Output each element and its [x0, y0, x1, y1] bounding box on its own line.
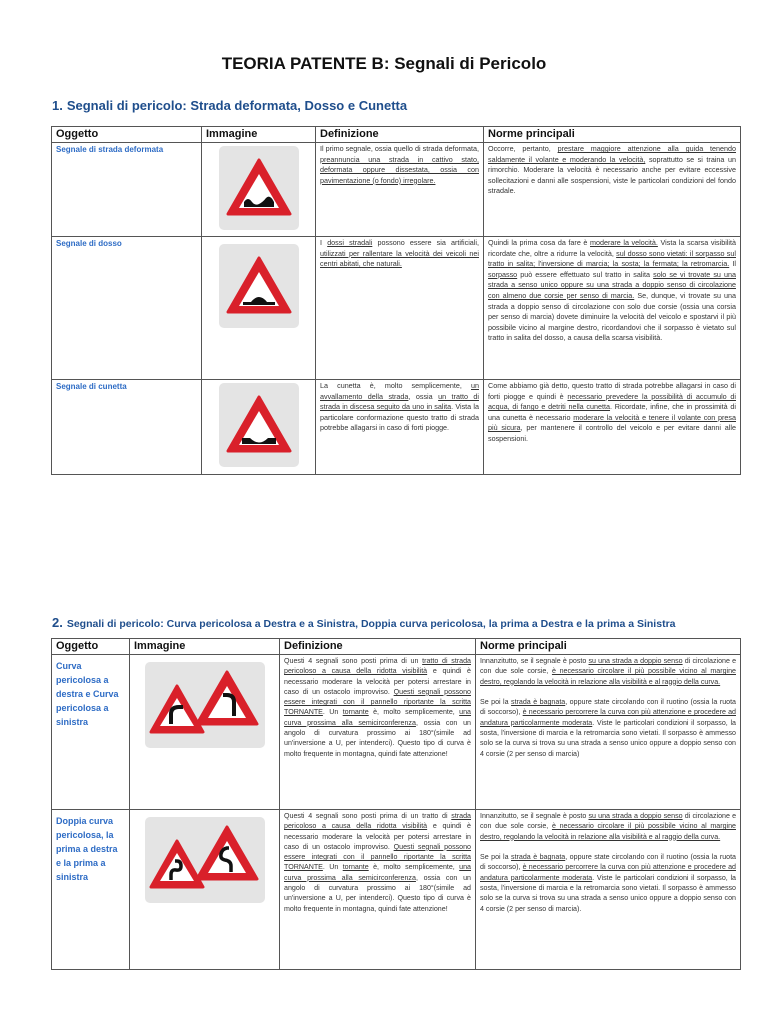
text-segment: Se, dunque, vi trovate su una strada a doppio senso di circolazione con solo due corsie (ossia una corsia per senso di marcia) dovete diminuire la velocità del veicolo e spostarvi il più possibile vicino al margine destro, ricordandovi che il sorpasso è vietato sul tratto in salita del dosso, a causa della scarsa visibilità. — [488, 290, 737, 343]
curve-signs-image — [145, 662, 265, 748]
underlined-text: dossi stradali — [327, 238, 373, 247]
row-object: Curva pericolosa a destra e Curva pericolosa a sinistra — [52, 655, 130, 810]
section-1-title: Segnali di pericolo: Strada deformata, Dosso e Cunetta — [66, 98, 408, 113]
text-segment: , ossia — [408, 391, 439, 401]
underlined-text: strada è bagnata — [511, 698, 566, 707]
text-segment: Innanzitutto, se il segnale è posto — [480, 657, 589, 665]
underlined-text: solo se vi trovate su una strada a senso unico oppure su una strada a doppio senso di circolazione con almeno due corsie per senso di marcia. — [488, 269, 736, 300]
underlined-text: moderare la velocità. — [590, 238, 658, 247]
text-segment: di circolazione e con due sole corsie, — [480, 657, 737, 676]
dip-warning-sign-icon — [219, 383, 299, 467]
text-segment: , oppure state circolando con il ruotino (ossia la ruota di soccorso), — [480, 853, 737, 872]
underlined-text: sul dosso sono vietati: il sorpasso sul tratto in salita; l'inversione di marcia; la sosta; la fermata; la retromarcia. — [488, 248, 736, 269]
table-row — [52, 143, 741, 237]
right-curve-warning-sign-icon — [197, 672, 257, 724]
text-segment: Se poi la — [480, 853, 512, 862]
text-segment: possono essere sia artificiali, — [372, 238, 479, 247]
text-segment: . Ricordate, infine, che in prossimità di una cunetta è necessario — [488, 402, 736, 422]
underlined-text: tratto di strada pericoloso a causa della ridotta visibilità — [284, 657, 471, 676]
section-2-heading — [52, 615, 676, 630]
text-segment: , ossia con un angolo di curvatura prossimo ai 180°(simile ad un'inversione a U, per intenderci). Questo tipo di curva è molto frequente in montagna, quindi fate attenzione! — [284, 873, 471, 913]
row-image — [202, 143, 316, 237]
text-segment: , oppure state circolando con il ruotino (ossia la ruota di soccorso), — [480, 698, 737, 717]
row-definition — [316, 237, 484, 380]
text-segment: Occorre, pertanto, — [488, 144, 558, 153]
page-title: TEORIA PATENTE B: Segnali di Pericolo — [221, 54, 547, 73]
header-definizione: Definizione — [316, 127, 484, 143]
underlined-text: un avvallamento della strada — [320, 381, 479, 401]
header-norme: Norme principali — [484, 127, 741, 143]
text-segment: , ossia con un angolo di curvatura prossimo ai 180°(simile ad un'inversione a U, per intenderci). Questo tipo di curva è molto frequente in montagna, quindi fate attenzione! — [284, 718, 471, 758]
row-definition — [280, 810, 476, 970]
double-curve-left-first-warning-sign-icon — [151, 841, 203, 887]
row-rules — [476, 655, 741, 810]
table-row — [52, 655, 741, 810]
text-segment: La cunetta è, molto semplicemente, — [320, 381, 471, 390]
double-curve-signs-image — [145, 817, 265, 903]
table-row — [52, 237, 741, 380]
underlined-text: preannuncia una strada in cattivo stato, deformata oppure dissestata, ossia con pavimentazione (o fondo) irregolare. — [320, 154, 479, 185]
row-definition — [280, 655, 476, 810]
header-oggetto: Oggetto — [52, 127, 202, 143]
underlined-text: utilizzati per rallentare la velocità dei veicoli nei centri abitati, che naturali. — [320, 248, 479, 269]
underlined-text: sorpasso — [488, 269, 518, 279]
row-image — [130, 655, 280, 810]
underlined-text: Questi segnali possono essere integrati con il pannello riportante la scritta TORNANTE — [284, 842, 471, 872]
underlined-text: una curva prossima alla semicirconferenza — [284, 708, 472, 727]
text-segment: può essere effettuato sul tratto in salita — [517, 269, 654, 279]
header-norme: Norme principali — [476, 639, 741, 655]
row-image — [130, 810, 280, 970]
text-segment: . Un — [322, 708, 343, 717]
text-segment: Quindi la prima cosa da fare è — [488, 238, 590, 247]
table-header-row — [52, 639, 741, 655]
underlined-text: strada è bagnata — [511, 853, 566, 862]
underlined-text: è necessario circolare il più possibile vicino al margine destro, regolando la velocità in relazione alla visibilità e al raggio della curva. — [480, 822, 736, 841]
left-curve-warning-sign-icon — [151, 686, 203, 732]
text-segment: Questi 4 segnali sono posti prima di un tratto di — [284, 812, 452, 820]
underlined-text: necessario prevedere la possibilità di accumulo di acqua, di fango e detriti nella cunetta — [488, 391, 736, 412]
text-segment: Innanzitutto, se il segnale è posto — [480, 812, 589, 820]
text-segment: Se poi la — [480, 698, 512, 707]
underlined-text: è necessario percorrere la curva con più attenzione e procedere ad andatura particolarmente moderata — [480, 863, 736, 882]
text-segment: Come abbiamo già detto, questo tratto di strada potrebbe allagarsi in caso di forti piogge e quindi è — [488, 381, 736, 401]
underlined-text: prestare maggiore attenzione alla guida tenendo saldamente il volante e moderando la velocità, — [488, 144, 736, 164]
header-definizione: Definizione — [280, 639, 476, 655]
text-segment: Vista la scarsa visibilità ricordate che, oltre a ridurre la velocità, — [488, 238, 737, 258]
underlined-text: è necessario circolare il più possibile vicino al margine destro, regolando la velocità in relazione alla visibilità e al raggio della curva. — [480, 667, 736, 686]
text-segment: . Un — [322, 863, 343, 872]
row-image — [202, 237, 316, 380]
row-object: Segnale di dosso — [52, 237, 202, 380]
speed-bump-warning-sign-icon — [219, 244, 299, 328]
row-object: Segnale di strada deformata — [52, 143, 202, 237]
text-segment: Questi 4 segnali sono posti prima di un — [284, 657, 423, 665]
row-rules — [484, 380, 741, 475]
table-row — [52, 810, 741, 970]
table-row — [52, 380, 741, 475]
text-segment: Il primo segnale, ossia quello di strada deformata, — [320, 144, 479, 153]
underlined-text: su una strada a doppio senso — [588, 657, 683, 665]
text-segment: è, molto semplicemente, — [368, 863, 460, 872]
text-segment: , per mantenere il controllo del veicolo e per evitare danni alle sospensioni. — [488, 423, 736, 443]
row-image — [202, 380, 316, 475]
table-header-row — [52, 127, 741, 143]
bumpy-road-warning-sign-icon — [219, 146, 299, 230]
text-segment: di circolazione e con due sole corsie, — [480, 812, 737, 831]
text-segment: Il — [729, 259, 736, 269]
section-1-number: 1. — [52, 98, 63, 113]
underlined-text: su una strada a doppio senso — [588, 812, 683, 820]
underlined-text: tornante — [342, 863, 369, 872]
underlined-text: tornante — [342, 708, 369, 717]
row-definition — [316, 143, 484, 237]
underlined-text: un tratto di strada in discesa seguito da uno in salita — [320, 391, 479, 412]
section-1-heading — [52, 98, 407, 113]
underlined-text: una curva prossima alla semicirconferenza — [284, 863, 472, 882]
text-segment: I — [320, 238, 328, 247]
section-2-number: 2. — [52, 615, 63, 630]
section-2-title: Segnali di pericolo: Curva pericolosa a Destra e a Sinistra, Doppia curva pericolosa, la prima a Destra e la prima a Sinistra — [66, 618, 676, 630]
underlined-text: moderare la velocità e tenere il volante con presa più sicura — [488, 412, 736, 433]
underlined-text: strada pericoloso a causa della ridotta visibilità — [284, 812, 471, 831]
row-rules — [484, 237, 741, 380]
signs-table-2 — [51, 638, 741, 970]
row-rules — [476, 810, 741, 970]
text-segment: . Viste le particolari condizioni il sorpasso, la sosta, l'inversione di marcia e la retromarcia sono vietati. Il sorpasso è ammesso solo se la curva si trova su una strada a senso unico oppure a doppio senso con 4 corsie (2 per senso di marcia) — [480, 718, 736, 758]
header-immagine: Immagine — [202, 127, 316, 143]
text-segment: . Vista la particolare conformazione questo tratto di strada potrebbe allagarsi in caso di forti piogge. — [320, 402, 479, 433]
underlined-text: Questi segnali possono essere integrati con il pannello riportante la scritta TORNANTE — [284, 687, 471, 717]
row-object: Segnale di cunetta — [52, 380, 202, 475]
double-curve-right-first-warning-sign-icon — [197, 827, 257, 879]
row-rules — [484, 143, 741, 237]
signs-table-1 — [51, 126, 741, 475]
underlined-text: è necessario percorrere la curva con più attenzione e procedere ad andatura particolarmente moderata — [480, 708, 736, 727]
text-segment: . Viste le particolari condizioni il sorpasso, la sosta, l'inversione di marcia e la retromarcia sono vietati. Il sorpasso è ammesso solo se la curva si trova su una strada a senso unico oppure a doppio senso con 4 corsie (2 per senso di marcia). — [480, 873, 736, 913]
text-segment: soprattutto se si traina un rimorchio. Moderare la velocità è necessario anche per evitare eccessive sollecitazioni e danni alle sospensioni, viste le particolari condizioni del fondo stradale. — [488, 154, 736, 196]
text-segment: è, molto semplicemente, — [368, 708, 460, 717]
row-definition — [316, 380, 484, 475]
text-segment: e quindi è necessario moderare la velocità per potersi arrestare in caso di un ostacolo improvviso. — [284, 822, 471, 851]
header-immagine: Immagine — [130, 639, 280, 655]
header-oggetto: Oggetto — [52, 639, 130, 655]
row-object: Doppia curva pericolosa, la prima a destra e la prima a sinistra — [52, 810, 130, 970]
text-segment: e quindi è necessario moderare la velocità per potersi arrestare in caso di un ostacolo improvviso. — [284, 667, 471, 696]
